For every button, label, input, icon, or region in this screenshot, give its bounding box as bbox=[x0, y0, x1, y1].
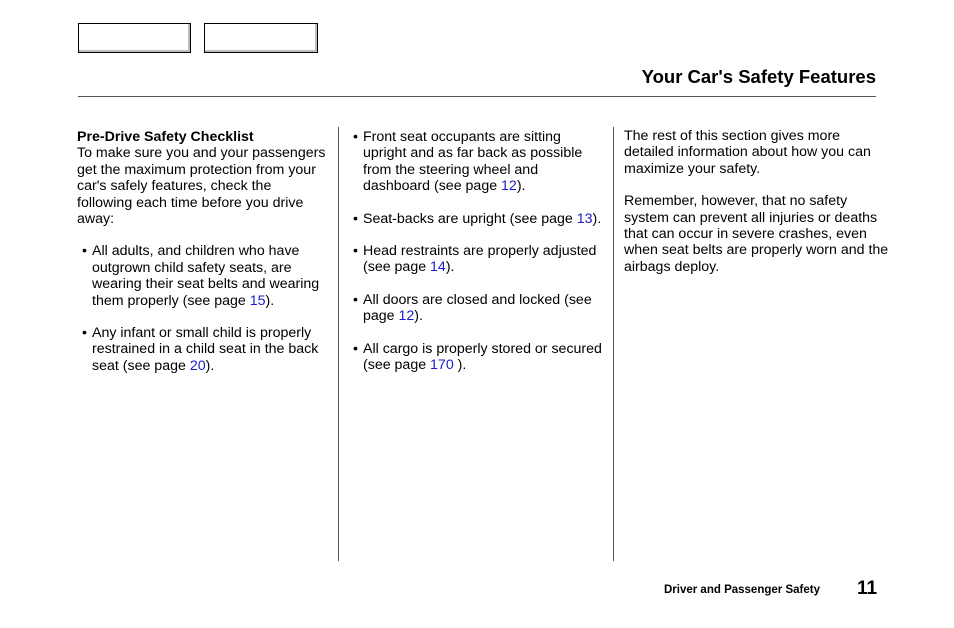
column-divider bbox=[613, 127, 614, 561]
checklist-item: • All doors are closed and locked (see page 12). bbox=[353, 291, 592, 325]
previous-page-button[interactable] bbox=[78, 23, 191, 53]
header-divider bbox=[78, 96, 876, 97]
checklist-item: • Head restraints are properly adjusted (see page 14). bbox=[353, 243, 597, 276]
bullet-dot-icon: • bbox=[353, 291, 358, 308]
bullet-dot-icon: • bbox=[353, 129, 358, 145]
bullet-dot-icon: • bbox=[82, 325, 87, 342]
page-number: 11 bbox=[857, 578, 878, 599]
checklist-intro: To make sure you and your passengers get the maximum protection from your car's safely features, check the following each time before you drive away: bbox=[77, 145, 326, 228]
column-1 bbox=[77, 129, 327, 374]
bullet-dot-icon: • bbox=[353, 210, 358, 227]
checklist-item: • Seat-backs are upright (see page 13). bbox=[353, 210, 602, 227]
page-link[interactable]: 20 bbox=[189, 357, 206, 374]
bullet-dot-icon: • bbox=[353, 243, 358, 260]
next-page-button[interactable] bbox=[204, 23, 318, 53]
safety-disclaimer-paragraph: Remember, however, that no safety system can prevent all injuries or deaths that can occur in severe crashes, even when seat belts are properly worn and the airbags deploy. bbox=[624, 193, 889, 275]
checklist-item: • Any infant or small child is properly restrained in a child seat in the back seat (see page 20). bbox=[82, 325, 319, 374]
column-divider bbox=[338, 127, 339, 561]
page-link[interactable]: 15 bbox=[249, 292, 266, 309]
page-link[interactable]: 14 bbox=[430, 259, 446, 276]
page-title: Your Car's Safety Features bbox=[641, 66, 876, 87]
column-3 bbox=[624, 128, 889, 275]
page-link[interactable]: 12 bbox=[501, 178, 517, 195]
checklist-item: • All cargo is properly stored or secured (see page 170 ). bbox=[353, 340, 602, 374]
page-link[interactable]: 170 bbox=[430, 357, 454, 374]
checklist-item: • Front seat occupants are sitting upright and as far back as possible from the steering wheel and dashboard (see page 12). bbox=[353, 129, 583, 195]
page-link[interactable]: 13 bbox=[576, 210, 593, 227]
checklist-heading: Pre-Drive Safety Checklist bbox=[77, 129, 254, 145]
checklist-item: • All adults, and children who have outgrown child safety seats, are wearing their seat belts and wearing them properly (see page 15). bbox=[82, 243, 320, 309]
bullet-dot-icon: • bbox=[82, 243, 87, 260]
column-2 bbox=[353, 129, 603, 373]
footer-section-label: Driver and Passenger Safety bbox=[664, 584, 820, 596]
page-link[interactable]: 12 bbox=[398, 308, 415, 325]
bullet-dot-icon: • bbox=[353, 340, 358, 357]
section-intro-paragraph: The rest of this section gives more detailed information about how you can maximize your safety. bbox=[624, 128, 871, 177]
